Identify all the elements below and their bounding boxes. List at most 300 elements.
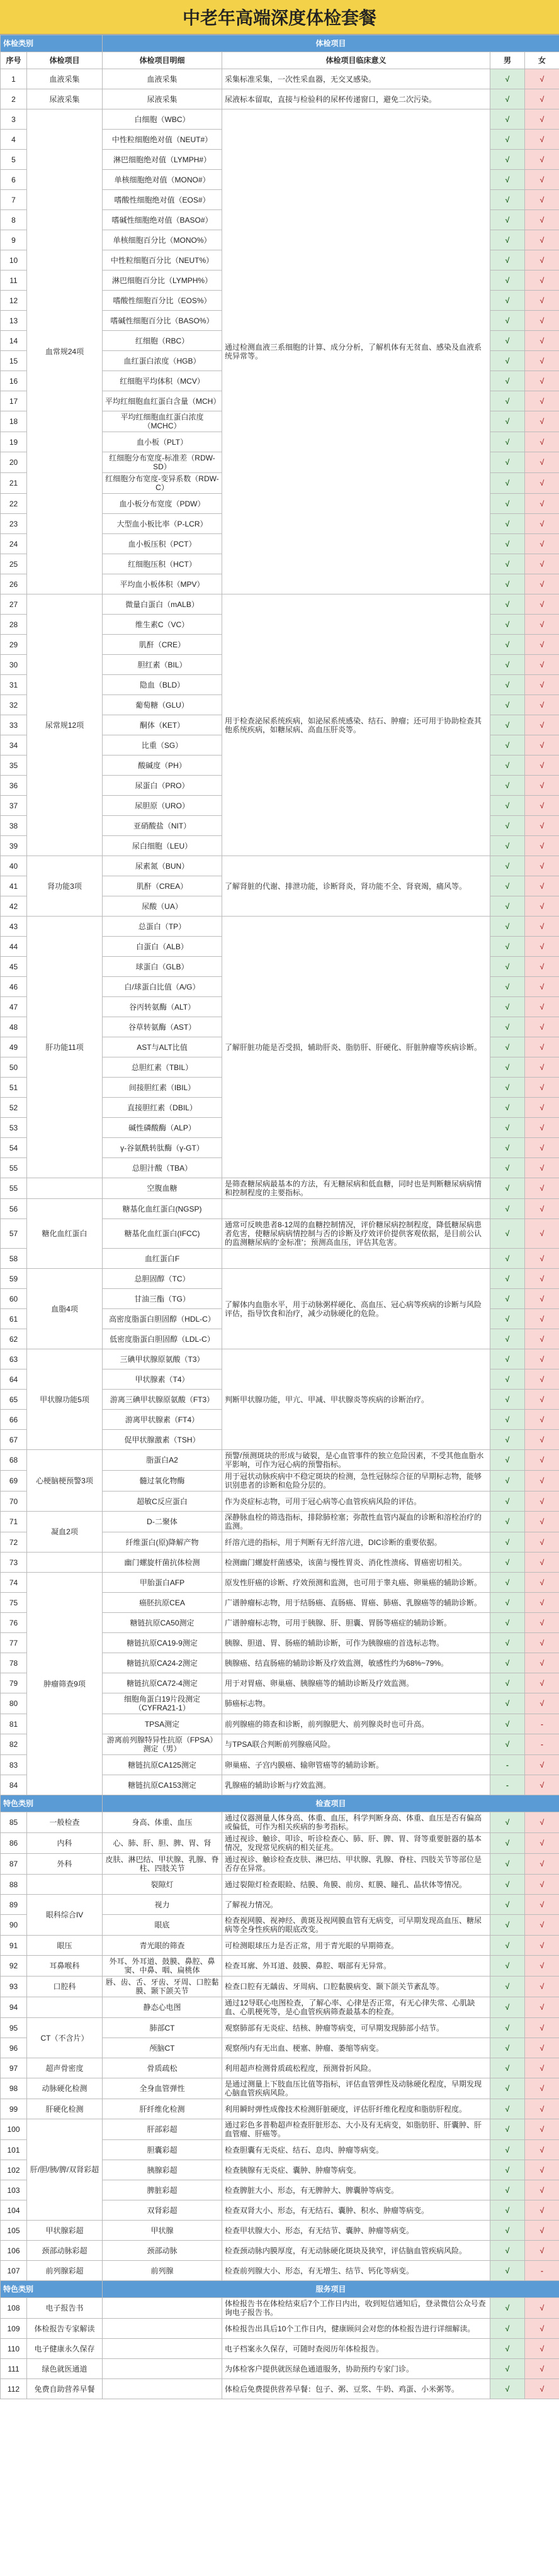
row-number: 75	[1, 1593, 27, 1613]
row-number: 71	[1, 1512, 27, 1532]
row-item: 平均血小板体积（MPV）	[103, 574, 222, 594]
row-category: 肝功能11项	[27, 917, 103, 1178]
table-row	[1, 1269, 559, 1289]
male-mark: √	[490, 937, 525, 957]
male-mark: √	[490, 1289, 525, 1309]
row-item: 红细胞分布宽度-变异系数（RDW-C）	[103, 473, 222, 494]
table-row	[1, 2078, 559, 2099]
male-mark: √	[490, 432, 525, 452]
row-item: 青光眼的筛查	[103, 1936, 222, 1956]
section-band-row	[1, 35, 559, 52]
row-item: 比重（SG）	[103, 735, 222, 756]
row-item: 低密度脂蛋白胆固醇（LDL-C）	[103, 1329, 222, 1349]
row-number: 81	[1, 1714, 27, 1734]
male-mark: √	[490, 554, 525, 574]
row-number: 107	[1, 2261, 27, 2281]
row-item: 静态心电图	[103, 1997, 222, 2018]
female-mark: √	[525, 1249, 559, 1269]
row-category: 超声骨密度	[27, 2058, 103, 2078]
female-mark: √	[525, 1775, 559, 1795]
header-male: 男	[490, 52, 525, 69]
row-meaning: 卵巢癌、子宫内膜癌、输卵管癌等的辅助诊断。	[222, 1755, 490, 1775]
female-mark: √	[525, 109, 559, 130]
table-row	[1, 1573, 559, 1593]
female-mark: √	[525, 2140, 559, 2160]
male-mark: √	[490, 1915, 525, 1936]
row-item: 肝纤维化检测	[103, 2099, 222, 2119]
female-mark: √	[525, 917, 559, 937]
row-item: 空腹血糖	[103, 1178, 222, 1199]
row-item: 细胞角蛋白19片段测定（CYFRA21-1）	[103, 1693, 222, 1714]
row-item: 直接胆红素（DBIL）	[103, 1098, 222, 1118]
male-mark: √	[490, 2359, 525, 2379]
female-mark: √	[525, 836, 559, 856]
row-number: 80	[1, 1693, 27, 1714]
header-female: 女	[525, 52, 559, 69]
row-category: 肾功能3项	[27, 856, 103, 917]
male-mark: √	[490, 2160, 525, 2180]
male-mark: √	[490, 2099, 525, 2119]
female-mark: √	[525, 371, 559, 391]
female-mark: √	[525, 1471, 559, 1492]
female-mark: √	[525, 494, 559, 514]
row-number: 50	[1, 1057, 27, 1078]
row-meaning: 通过视诊、触诊、叩诊、听诊检查心、肺、肝、脾、胃、肾等重要脏器的基本情况，发现常见疾病的相关征兆。	[222, 1833, 490, 1854]
male-mark: √	[490, 130, 525, 150]
male-mark: √	[490, 109, 525, 130]
row-meaning: 乳腺癌的辅助诊断与疗效监测。	[222, 1775, 490, 1795]
row-item: 前列腺	[103, 2261, 222, 2281]
row-item: 白细胞（WBC）	[103, 109, 222, 130]
female-mark: √	[525, 594, 559, 615]
row-item: 总胆红素（TBIL）	[103, 1057, 222, 1078]
row-item: 糖链抗原CA72-4测定	[103, 1673, 222, 1693]
row-meaning: 为体检客户提供就医绿色通道服务，协助预约专家门诊。	[222, 2359, 490, 2379]
female-mark: √	[525, 1289, 559, 1309]
row-item	[103, 2379, 222, 2399]
row-item: 总胆固醇（TC）	[103, 1269, 222, 1289]
row-item: 皮肤、淋巴结、甲状腺、乳腺、脊柱、四肢关节	[103, 1854, 222, 1875]
row-category: 动脉硬化检测	[27, 2078, 103, 2099]
table-row	[1, 2018, 559, 2038]
row-meaning: 深静脉血栓的筛选指标，排除肺栓塞；弥散性血管内凝血的诊断和溶栓治疗的监测。	[222, 1512, 490, 1532]
row-meaning: 广谱肿瘤标志物，可用于胰腺、肝、胆囊、胃肠等癌症的辅助诊断。	[222, 1613, 490, 1633]
row-number: 89	[1, 1895, 27, 1915]
row-meaning: 体检后免费提供营养早餐：包子、粥、豆浆、牛奶、鸡蛋、小米粥等。	[222, 2379, 490, 2399]
female-mark: √	[525, 331, 559, 351]
table-row	[1, 2319, 559, 2339]
male-mark: -	[490, 1775, 525, 1795]
female-mark: √	[525, 2180, 559, 2200]
section-band-row	[1, 2281, 559, 2298]
row-number: 31	[1, 675, 27, 695]
male-mark: √	[490, 1613, 525, 1633]
row-number: 61	[1, 1309, 27, 1329]
row-number: 78	[1, 1653, 27, 1673]
row-category: 肝/胆/胰/脾/双肾彩超	[27, 2119, 103, 2221]
row-item: 肌酐（CREA）	[103, 876, 222, 896]
male-mark: √	[490, 635, 525, 655]
row-meaning: 采集标准采集，一次性采血器，无交叉感染。	[222, 69, 490, 89]
male-mark: √	[490, 411, 525, 432]
male-mark: √	[490, 311, 525, 331]
row-item: 糖链抗原CA24-2测定	[103, 1653, 222, 1673]
row-number: 12	[1, 291, 27, 311]
row-item: 血红蛋白浓度（HGB）	[103, 351, 222, 371]
row-category	[27, 1553, 103, 1573]
female-mark: √	[525, 69, 559, 89]
female-mark: √	[525, 1329, 559, 1349]
table-row	[1, 1936, 559, 1956]
male-mark: √	[490, 1219, 525, 1249]
female-mark: √	[525, 1553, 559, 1573]
male-mark: √	[490, 1812, 525, 1833]
female-mark: √	[525, 695, 559, 715]
row-number: 90	[1, 1915, 27, 1936]
male-mark: √	[490, 2038, 525, 2058]
row-meaning: 预警/预测斑块的形成与破裂，是心血管事件的独立危险因素，不受其他血脂水平影响，可作为冠心病的预警指标。	[222, 1450, 490, 1471]
male-mark: √	[490, 1492, 525, 1512]
row-item: AST与ALT比值	[103, 1037, 222, 1057]
row-meaning: 尿液标本留取，直接与检验科的尿杯传递窗口，避免二次污染。	[222, 89, 490, 109]
header-no: 序号	[1, 52, 27, 69]
male-mark: √	[490, 270, 525, 291]
row-category: 颈部动脉彩超	[27, 2241, 103, 2261]
row-item: 甲胎蛋白AFP	[103, 1573, 222, 1593]
male-mark: √	[490, 1057, 525, 1078]
row-number: 30	[1, 655, 27, 675]
male-mark: √	[490, 190, 525, 210]
header-meaning: 体检项目临床意义	[222, 52, 490, 69]
row-category: 口腔科	[27, 1977, 103, 1997]
female-mark: √	[525, 1532, 559, 1553]
row-number: 11	[1, 270, 27, 291]
row-meaning: 是通过测量上下肢血压比值等指标，评估血管弹性及动脉硬化程度，早期发现心脑血管疾病风险。	[222, 2078, 490, 2099]
table-row	[1, 917, 559, 937]
row-meaning: 判断甲状腺功能，甲亢、甲减、甲状腺炎等疾病的诊断治疗。	[222, 1349, 490, 1450]
female-mark: √	[525, 675, 559, 695]
row-number: 22	[1, 494, 27, 514]
row-number: 7	[1, 190, 27, 210]
female-mark: √	[525, 856, 559, 876]
male-mark: √	[490, 1199, 525, 1219]
male-mark: √	[490, 452, 525, 473]
female-mark: √	[525, 1037, 559, 1057]
female-mark: √	[525, 2221, 559, 2241]
table-row	[1, 109, 559, 130]
row-item: 骨质疏松	[103, 2058, 222, 2078]
row-number: 44	[1, 937, 27, 957]
male-mark: √	[490, 494, 525, 514]
row-item: 颅脑CT	[103, 2038, 222, 2058]
row-item	[103, 2298, 222, 2319]
row-item: 糖链抗原CA19-9测定	[103, 1633, 222, 1653]
male-mark: √	[490, 1118, 525, 1138]
header-category: 体检项目	[27, 52, 103, 69]
row-number: 99	[1, 2099, 27, 2119]
female-mark: √	[525, 1219, 559, 1249]
row-meaning	[222, 1199, 490, 1219]
row-item: 胆囊彩超	[103, 2140, 222, 2160]
row-category: 耳鼻喉科	[27, 1956, 103, 1977]
female-mark: √	[525, 2058, 559, 2078]
female-mark: √	[525, 2298, 559, 2319]
male-mark: √	[490, 1693, 525, 1714]
row-item: 胆红素（BIL）	[103, 655, 222, 675]
female-mark: √	[525, 1017, 559, 1037]
row-meaning: 观察颅内有无出血、梗塞、肿瘤、萎缩等病变。	[222, 2038, 490, 2058]
row-item: 白蛋白（ALB）	[103, 937, 222, 957]
male-mark: -	[490, 1755, 525, 1775]
row-category: 体检报告专家解读	[27, 2319, 103, 2339]
row-item: 总蛋白（TP）	[103, 917, 222, 937]
row-item: 维生素C（VC）	[103, 615, 222, 635]
table-row	[1, 2339, 559, 2359]
row-meaning: 通过视诊、触诊检查皮肤、淋巴结、甲状腺、乳腺、脊柱、四肢关节等部位是否存在异常。	[222, 1854, 490, 1875]
row-number: 102	[1, 2160, 27, 2180]
row-item: 谷草转氨酶（AST）	[103, 1017, 222, 1037]
table-row	[1, 2119, 559, 2140]
female-mark: √	[525, 1512, 559, 1532]
male-mark: √	[490, 1714, 525, 1734]
female-mark: √	[525, 977, 559, 997]
female-mark: √	[525, 1854, 559, 1875]
row-meaning: 肺癌标志物。	[222, 1693, 490, 1714]
row-item: 癌胚抗原CEA	[103, 1593, 222, 1613]
male-mark: √	[490, 1895, 525, 1915]
row-category: 外科	[27, 1854, 103, 1875]
row-meaning: 利用瞬时弹性成像技术检测肝脏硬度，评估肝纤维化程度和脂肪肝程度。	[222, 2099, 490, 2119]
row-number: 15	[1, 351, 27, 371]
female-mark: √	[525, 1178, 559, 1199]
male-mark: √	[490, 1410, 525, 1430]
female-mark: √	[525, 473, 559, 494]
row-number: 109	[1, 2319, 27, 2339]
row-number: 70	[1, 1492, 27, 1512]
male-mark: √	[490, 1936, 525, 1956]
table-row	[1, 2359, 559, 2379]
row-item: 促甲状腺激素（TSH）	[103, 1430, 222, 1450]
male-mark: √	[490, 1956, 525, 1977]
row-item: TPSA测定	[103, 1714, 222, 1734]
row-item: 纤维蛋白(原)降解产物	[103, 1532, 222, 1553]
row-item: 外耳、外耳道、鼓膜、鼻腔、鼻窦、中鼻、咽、扁桃体	[103, 1956, 222, 1977]
row-number: 93	[1, 1977, 27, 1997]
row-category: 电子健康永久保存	[27, 2339, 103, 2359]
row-category: 一般检查	[27, 1812, 103, 1833]
row-number: 83	[1, 1755, 27, 1775]
female-mark: √	[525, 2319, 559, 2339]
row-number: 26	[1, 574, 27, 594]
row-category: 尿常规12项	[27, 594, 103, 856]
row-number: 19	[1, 432, 27, 452]
row-item: 中性粒细胞百分比（NEUT%）	[103, 250, 222, 270]
male-mark: √	[490, 1349, 525, 1369]
row-item: 淋巴细胞百分比（LYMPH%）	[103, 270, 222, 291]
row-item: 尿酸（UA）	[103, 896, 222, 917]
row-meaning: 原发性肝癌的诊断、疗效预测和监测，也可用于睾丸癌、卵巢癌的辅助诊断。	[222, 1573, 490, 1593]
row-item: 尿胆原（URO）	[103, 796, 222, 816]
row-meaning: 通过裂隙灯检查眼睑、结膜、角膜、前房、虹膜、瞳孔、晶状体等情况。	[222, 1875, 490, 1895]
female-mark: √	[525, 2078, 559, 2099]
female-mark: √	[525, 1492, 559, 1512]
row-item: 淋巴细胞绝对值（LYMPH#）	[103, 150, 222, 170]
row-item: 白/球蛋白比值（A/G）	[103, 977, 222, 997]
row-number: 85	[1, 1812, 27, 1833]
row-item: 糖链抗原CA125测定	[103, 1755, 222, 1775]
row-number: 95	[1, 2018, 27, 2038]
row-meaning: 电子档案永久保存，可随时查阅历年体检报告。	[222, 2339, 490, 2359]
row-number: 54	[1, 1138, 27, 1158]
row-item	[103, 2339, 222, 2359]
row-number: 84	[1, 1775, 27, 1795]
row-number: 39	[1, 836, 27, 856]
male-mark: √	[490, 2180, 525, 2200]
row-category: 内科	[27, 1833, 103, 1854]
table-row	[1, 2099, 559, 2119]
row-meaning: 体检报告书在体检结束后7个工作日内出，收到短信通知后，登录微信公众号查询电子报告书。	[222, 2298, 490, 2319]
row-number: 14	[1, 331, 27, 351]
female-mark: √	[525, 2099, 559, 2119]
female-mark: √	[525, 411, 559, 432]
female-mark: √	[525, 1138, 559, 1158]
row-meaning: 了解体内血脂水平，用于动脉粥样硬化、高血压、冠心病等疾病的诊断与风险评估，指导饮食和治疗，减少动脉硬化的危险。	[222, 1269, 490, 1349]
male-mark: √	[490, 1653, 525, 1673]
female-mark: √	[525, 2160, 559, 2180]
section-band-row	[1, 1795, 559, 1812]
male-mark: √	[490, 2379, 525, 2399]
row-number: 41	[1, 876, 27, 896]
row-number: 94	[1, 1997, 27, 2018]
row-item: 红细胞压积（HCT）	[103, 554, 222, 574]
table-row	[1, 856, 559, 876]
female-mark: √	[525, 452, 559, 473]
row-item: 高密度脂蛋白胆固醇（HDL-C）	[103, 1309, 222, 1329]
female-mark: √	[525, 1875, 559, 1895]
female-mark: √	[525, 756, 559, 776]
female-mark: √	[525, 230, 559, 250]
row-number: 52	[1, 1098, 27, 1118]
row-category: 肿瘤筛查9项	[27, 1573, 103, 1795]
female-mark: √	[525, 1158, 559, 1178]
row-item: 尿素氮（BUN）	[103, 856, 222, 876]
female-mark: √	[525, 1633, 559, 1653]
male-mark: √	[490, 150, 525, 170]
row-meaning: 通过检测血液三系细胞的计算、成分分析，了解机体有无贫血、感染及血液系统异常等。	[222, 109, 490, 594]
row-meaning: 检查甲状腺大小、形态，有无结节、囊肿、肿瘤等病变。	[222, 2221, 490, 2241]
female-mark: √	[525, 150, 559, 170]
table-row	[1, 1956, 559, 1977]
female-mark: √	[525, 776, 559, 796]
male-mark: √	[490, 1017, 525, 1037]
row-meaning: 是筛查糖尿病最基本的方法，有无糖尿病和低血糖，同时也是判断糖尿病病情和控制程度的主要指标。	[222, 1178, 490, 1199]
row-number: 51	[1, 1078, 27, 1098]
male-mark: √	[490, 1329, 525, 1349]
row-number: 112	[1, 2379, 27, 2399]
female-mark: √	[525, 2119, 559, 2140]
row-number: 59	[1, 1269, 27, 1289]
female-mark: √	[525, 1078, 559, 1098]
male-mark: √	[490, 89, 525, 109]
row-item: 红细胞分布宽度-标准差（RDW-SD）	[103, 452, 222, 473]
row-category: 眼科综合IV	[27, 1895, 103, 1936]
row-meaning: 前列腺癌的筛查和诊断，前列腺肥大、前列腺炎时也可升高。	[222, 1714, 490, 1734]
row-item: 大型血小板比率（P-LCR）	[103, 514, 222, 534]
female-mark: √	[525, 2200, 559, 2221]
male-mark: √	[490, 997, 525, 1017]
row-item: 糖链抗原CA50测定	[103, 1613, 222, 1633]
female-mark: √	[525, 816, 559, 836]
row-number: 29	[1, 635, 27, 655]
row-number: 47	[1, 997, 27, 1017]
table-row	[1, 1997, 559, 2018]
row-item: 超敏C反应蛋白	[103, 1492, 222, 1512]
row-category: 眼压	[27, 1936, 103, 1956]
row-item: 唇、齿、舌、牙齿、牙周、口腔黏膜、颞下颌关节	[103, 1977, 222, 1997]
male-mark: √	[490, 250, 525, 270]
row-meaning: 胰腺、胆道、胃、肠癌的辅助诊断，可作为胰腺癌的首选标志物。	[222, 1633, 490, 1653]
row-item: 酮体（KET）	[103, 715, 222, 735]
male-mark: √	[490, 1078, 525, 1098]
female-mark: √	[525, 1573, 559, 1593]
male-mark: √	[490, 351, 525, 371]
female-mark: √	[525, 1199, 559, 1219]
male-mark: √	[490, 1512, 525, 1532]
row-category: CT（不含片）	[27, 2018, 103, 2058]
row-number: 36	[1, 776, 27, 796]
row-item: 尿蛋白（PRO）	[103, 776, 222, 796]
row-number: 96	[1, 2038, 27, 2058]
row-category: 血液采集	[27, 69, 103, 89]
female-mark: √	[525, 876, 559, 896]
male-mark: √	[490, 210, 525, 230]
row-item: 视力	[103, 1895, 222, 1915]
row-meaning: 检测幽门螺旋杆菌感染，该菌与慢性胃炎、消化性溃疡、胃癌密切相关。	[222, 1553, 490, 1573]
female-mark: √	[525, 1977, 559, 1997]
female-mark: √	[525, 1936, 559, 1956]
row-item: 平均红细胞血红蛋白浓度（MCHC）	[103, 411, 222, 432]
section-band-label: 服务项目	[103, 2281, 559, 2298]
row-item: 幽门螺旋杆菌抗体检测	[103, 1553, 222, 1573]
female-mark: √	[525, 1997, 559, 2018]
female-mark: √	[525, 2018, 559, 2038]
row-number: 33	[1, 715, 27, 735]
row-category: 免费自助营养早餐	[27, 2379, 103, 2399]
row-item: 谷丙转氨酶（ALT）	[103, 997, 222, 1017]
section-band-label: 特色类别	[1, 1795, 103, 1812]
page-title: 中老年高端深度体检套餐	[0, 0, 559, 35]
row-category: 心梗脑梗预警3项	[27, 1450, 103, 1512]
row-meaning: 通过仪器测量人体身高、体重、血压，科学判断身高、体重、血压是否有偏高或偏低，可作为相关疾病的参考指标。	[222, 1812, 490, 1833]
row-number: 1	[1, 69, 27, 89]
table-row	[1, 1854, 559, 1875]
male-mark: √	[490, 1269, 525, 1289]
row-item: 球蛋白（GLB）	[103, 957, 222, 977]
female-mark: √	[525, 2339, 559, 2359]
row-meaning: 检查胰腺有无炎症、囊肿、肿瘤等病变。	[222, 2160, 490, 2180]
row-item: 亚硝酸盐（NIT）	[103, 816, 222, 836]
male-mark: √	[490, 2319, 525, 2339]
row-number: 60	[1, 1289, 27, 1309]
female-mark: √	[525, 514, 559, 534]
row-meaning: 纤溶亢进的指标，用于判断有无纤溶亢进，DIC诊断的重要依据。	[222, 1532, 490, 1553]
row-item: 髓过氧化物酶	[103, 1471, 222, 1492]
female-mark: √	[525, 1613, 559, 1633]
male-mark: √	[490, 2298, 525, 2319]
row-number: 58	[1, 1249, 27, 1269]
female-mark: √	[525, 89, 559, 109]
row-number: 25	[1, 554, 27, 574]
